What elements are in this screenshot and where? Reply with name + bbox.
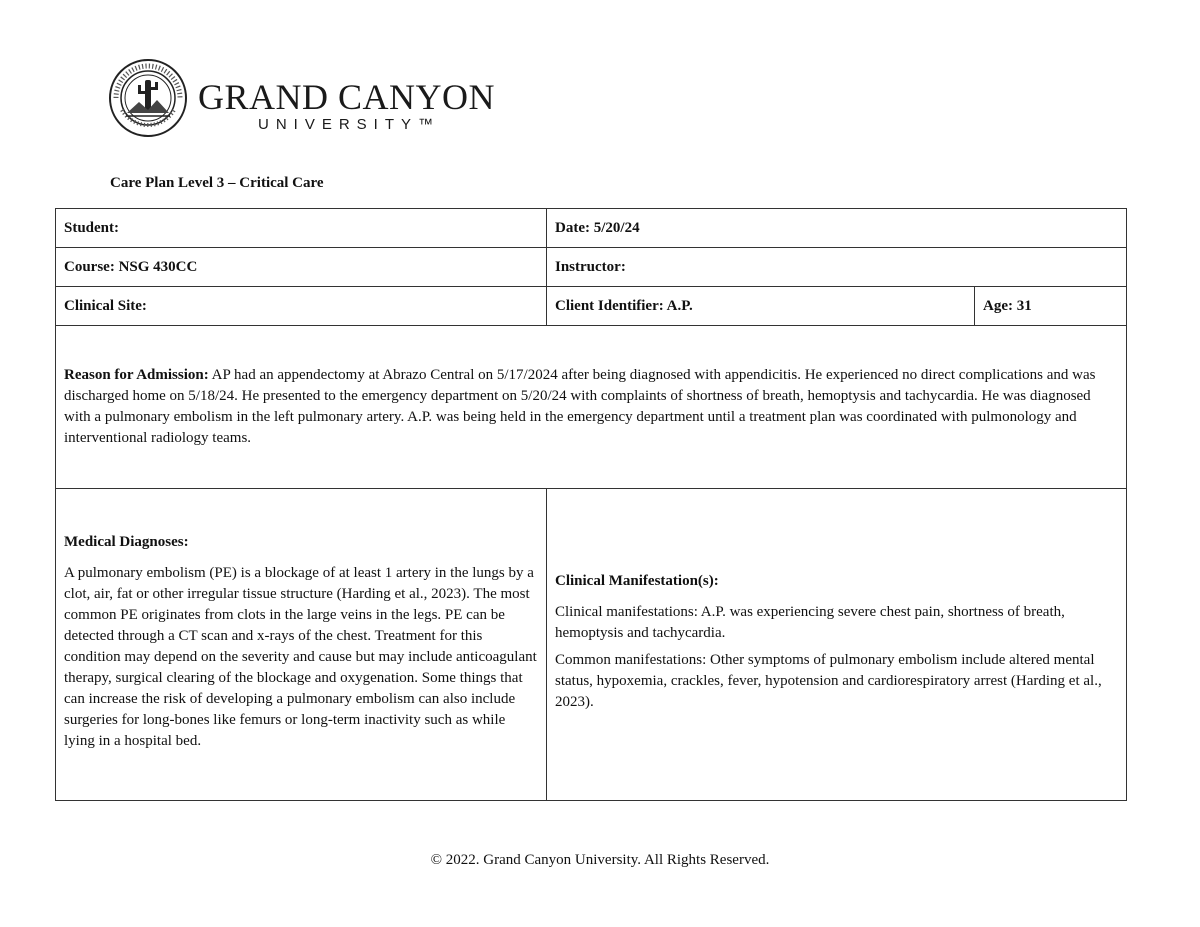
student-field: Student: bbox=[56, 209, 547, 248]
university-logo bbox=[108, 58, 496, 138]
university-name-line1: GRAND CANYON bbox=[198, 77, 496, 117]
clinical-manifestations-cell bbox=[547, 489, 1127, 801]
document-title: Care Plan Level 3 – Critical Care bbox=[110, 175, 324, 191]
clinical-site-field: Clinical Site: bbox=[56, 287, 547, 326]
care-plan-table bbox=[55, 208, 1127, 801]
client-identifier-field: Client Identifier: A.P. bbox=[547, 287, 975, 326]
clinical-manifestations-paragraph: Clinical manifestations: A.P. was experiencing severe chest pain, shortness of breath, hemoptysis and tachycardia. bbox=[555, 603, 1065, 641]
instructor-field: Instructor: bbox=[547, 248, 1127, 287]
medical-diagnoses-label: Medical Diagnoses: bbox=[64, 533, 189, 550]
common-manifestations-paragraph: Common manifestations: Other symptoms of pulmonary embolism include altered mental status, hypoxemia, crackles, fever, hypotension and cardiorespiratory arrest (Harding et al., 2023). bbox=[555, 651, 1102, 710]
medical-diagnoses-text: A pulmonary embolism (PE) is a blockage of at least 1 artery in the lungs by a clot, air, fat or other irregular tissue structure (Harding et al., 2023). The most common PE originates from clots in the large veins in the legs. PE can be detected through a CT scan and x-rays of the chest. Treatment for this condition may depend on the severity and cause but may include anticoagulant therapy, surgical clearing of the blockage and oxygenation. Some things that can increase the risk of developing a pulmonary embolism can also include surgeries for long-bones like femurs or long-term inactivity such as while lying in a hospital bed. bbox=[64, 564, 537, 749]
age-field: Age: 31 bbox=[975, 287, 1127, 326]
table-row bbox=[56, 489, 1127, 801]
table-row bbox=[56, 248, 1127, 287]
reason-for-admission-text: AP had an appendectomy at Abrazo Central on 5/17/2024 after being diagnosed with appendicitis. He experienced no direct complications and was discharged home on 5/18/24. He presented to the emergency department on 5/20/24 with complaints of shortness of breath, hemoptysis and tachycardia. He was diagnosed with a pulmonary embolism in the left pulmonary artery. A.P. was being held in the emergency department until a treatment plan was coordinated with pulmonology and interventional radiology teams. bbox=[64, 367, 1096, 446]
reason-for-admission-label: Reason for Admission: bbox=[64, 367, 209, 383]
university-name-line2: UNIVERSITY™ bbox=[258, 116, 441, 133]
copyright-footer: © 2022. Grand Canyon University. All Rights Reserved. bbox=[430, 852, 770, 868]
medical-diagnoses-cell bbox=[56, 489, 547, 801]
table-row bbox=[56, 326, 1127, 489]
date-field: Date: 5/20/24 bbox=[547, 209, 1127, 248]
table-row bbox=[56, 209, 1127, 248]
university-seal-icon bbox=[108, 58, 188, 138]
table-row bbox=[56, 287, 1127, 326]
course-field: Course: NSG 430CC bbox=[56, 248, 547, 287]
reason-for-admission-cell bbox=[56, 326, 1127, 489]
clinical-manifestations-label: Clinical Manifestation(s): bbox=[555, 572, 719, 589]
